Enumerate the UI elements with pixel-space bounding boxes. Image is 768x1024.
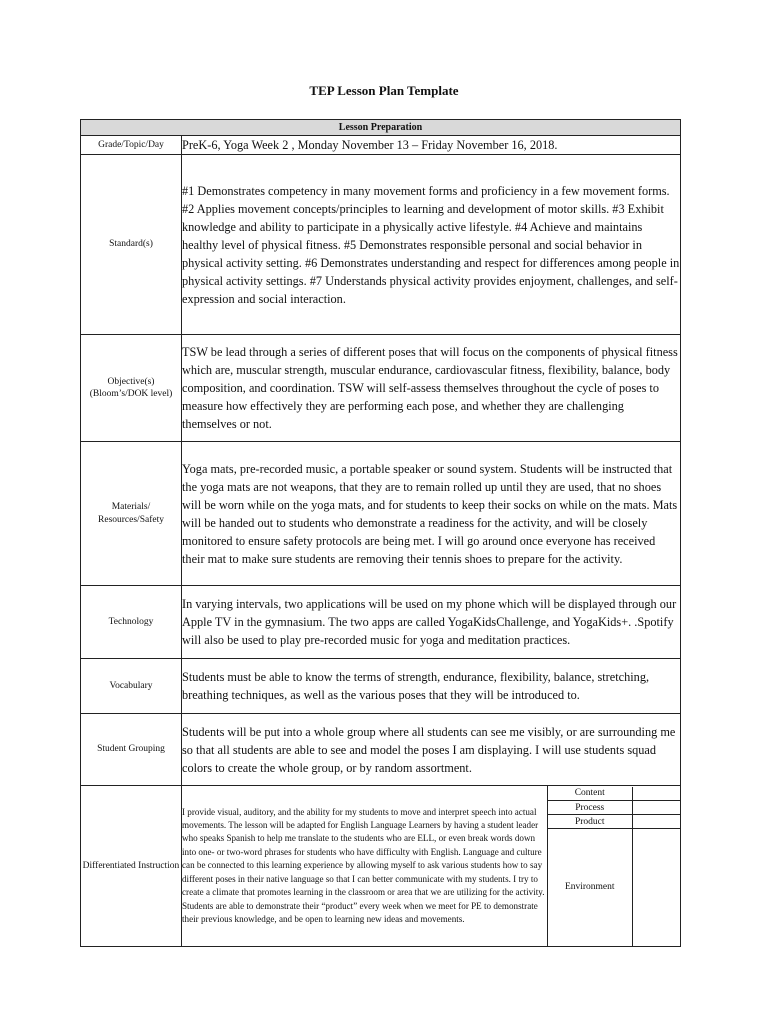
option-process-value	[632, 801, 680, 815]
row-content-grade-topic-day: PreK-6, Yoga Week 2 , Monday November 13 – Friday November 16, 2018.	[182, 136, 681, 155]
row-label-standards: Standard(s)	[81, 155, 182, 335]
row-content-differentiated: I provide visual, auditory, and the ability for my students to move and interpret speech into actual movements. The lesson will be adapted for English Language Learners by having a student leader who speaks Spanish to help me translate to the students who are ELL, or even break words down into one- or two-word phrases for students who have difficulty with English. Language and culture can be connected to this learning experience by allowing myself to ask various students how to say different poses in their native language so that I can better communicate with my students. I try to create a climate that promotes learning in the classroom or area that we are utilizing for the activity. Students are able to demonstrate their “product” every week when we meet for PE to demonstrate their previous knowledge, and be open to learning new ideas and movements.	[182, 786, 548, 947]
lesson-plan-table	[80, 119, 681, 947]
option-content: Content	[548, 787, 632, 801]
option-environment-value	[632, 829, 680, 946]
option-process: Process	[548, 801, 632, 815]
option-product-value	[632, 815, 680, 829]
section-header: Lesson Preparation	[81, 120, 681, 136]
row-content-technology: In varying intervals, two applications will be used on my phone which will be displayed through our Apple TV in the gymnasium. The two apps are called YogaKidsChallenge, and YogaKids+. .Spotify will also be used to play pre-recorded music for yoga and meditation practices.	[182, 586, 681, 659]
row-label-materials: Materials/ Resources/Safety	[81, 442, 182, 586]
row-label-objectives: Objective(s) (Bloom’s/DOK level)	[81, 335, 182, 442]
page-title: TEP Lesson Plan Template	[309, 83, 459, 98]
option-content-value	[632, 787, 680, 801]
differentiation-options	[548, 786, 681, 947]
row-label-technology: Technology	[81, 586, 182, 659]
row-label-vocabulary: Vocabulary	[81, 659, 182, 714]
option-environment: Environment	[548, 829, 632, 946]
row-content-objectives: TSW be lead through a series of different poses that will focus on the components of physical fitness which are, muscular strength, muscular endurance, cardiovascular fitness, flexibility, balance, body composition, and coordination. TSW will self-assess themselves throughout the cycle of poses to measure how effectively they are performing each pose, and whether they are challenging themselves or not.	[182, 335, 681, 442]
row-content-vocabulary: Students must be able to know the terms of strength, endurance, flexibility, balance, stretching, breathing techniques, as well as the various poses that they will be introduced to.	[182, 659, 681, 714]
option-product: Product	[548, 815, 632, 829]
row-label-student-grouping: Student Grouping	[81, 714, 182, 786]
row-content-student-grouping: Students will be put into a whole group where all students can see me visibly, or are surrounding me so that all students are able to see and model the poses I am displaying. I will use students squad colors to create the whole group, or by random assortment.	[182, 714, 681, 786]
row-label-grade-topic-day: Grade/Topic/Day	[81, 136, 182, 155]
row-content-materials: Yoga mats, pre-recorded music, a portable speaker or sound system. Students will be instructed that the yoga mats are not weapons, that they are to remain rolled up until they are used, that no shoes will be worn while on the yoga mats, and for students to keep their socks on while on the mats. Mats will be handed out to students who demonstrate a readiness for the activity, and will be closely monitored to ensure safety protocols are being met. I will go around once everyone has received their mat to make sure students are removing their tennis shoes to prepare for the activity.	[182, 442, 681, 586]
row-content-standards: #1 Demonstrates competency in many movement forms and proficiency in a few movement forms. #2 Applies movement concepts/principles to learning and development of motor skills. #3 Exhibit knowledge and ability to participate in a physically active lifestyle. #4 Achieve and maintains healthy level of physical fitness. #5 Demonstrates responsible personal and social behavior in physical activity setting. #6 Demonstrates understanding and respect for differences among people in physical activity settings. #7 Understands physical activity provides enjoyment, challenges, and self-expression and social interaction.	[182, 155, 681, 335]
row-label-differentiated: Differentiated Instruction	[81, 786, 182, 947]
